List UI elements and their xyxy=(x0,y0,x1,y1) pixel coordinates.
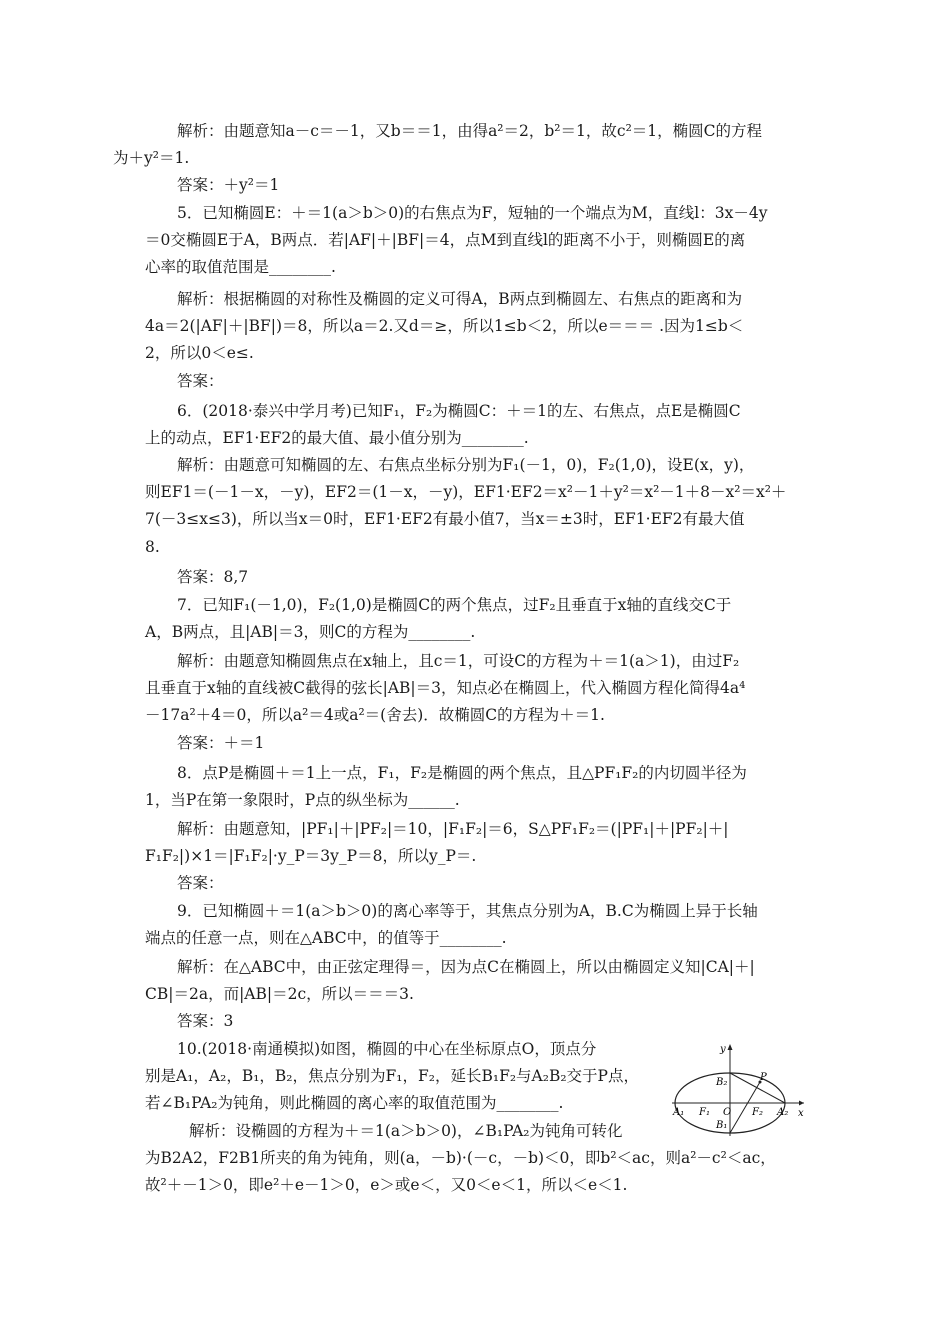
text-line: －17a²＋4＝0，所以a²＝4或a²＝(舍去)．故椭圆C的方程为＋＝1. xyxy=(145,706,605,725)
text-line: 答案： xyxy=(177,372,224,390)
ellipse-figure xyxy=(668,1040,808,1140)
text-line: 2，所以0＜e≤. xyxy=(145,344,254,363)
text-line: 7．已知F₁(－1,0)，F₂(1,0)是椭圆C的两个焦点，过F₂且垂直于x轴的直线交C于 xyxy=(177,596,732,614)
label-b1: B₁ xyxy=(716,1120,728,1131)
text-line: 8. xyxy=(145,537,160,556)
text-line: 6．(2018·泰兴中学月考)已知F₁，F₂为椭圆C：＋＝1的左、右焦点，点E是椭圆C xyxy=(177,402,741,420)
problem-7 xyxy=(145,592,807,646)
label-a2: A₂ xyxy=(777,1107,789,1118)
text-line: 8．点P是椭圆＋＝1上一点，F₁，F₂是椭圆的两个焦点，且△PF₁F₂的内切圆半径为 xyxy=(177,764,747,782)
text-line: 解析：根据椭圆的对称性及椭圆的定义可得A，B两点到椭圆左、右焦点的距离和为 xyxy=(177,290,743,308)
text-line: 9．已知椭圆＋＝1(a＞b＞0)的离心率等于，其焦点分别为A，B.C为椭圆上异于长轴 xyxy=(177,902,758,920)
text-line: 解析：由题意知，|PF₁|＋|PF₂|＝10，|F₁F₂|＝6，S△PF₁F₂＝(|PF₁|＋|PF₂|＋| xyxy=(177,820,729,838)
text-line: 4a＝2(|AF|＋|BF|)＝8，所以a＝2.又d＝≥，所以1≤b＜2，所以e＝＝＝ .因为1≤b＜ xyxy=(145,317,744,336)
label-f2: F₂ xyxy=(752,1107,763,1118)
text-line: 且垂直于x轴的直线被C截得的弦长|AB|＝3，知点必在椭圆上，代入椭圆方程化简得4a⁴ xyxy=(145,679,746,698)
answer-8 xyxy=(145,870,807,897)
label-o: O xyxy=(723,1107,732,1118)
text-line: 答案：8,7 xyxy=(177,568,249,586)
text-line: 故²＋－1＞0，即e²＋e－1＞0，e＞或e＜，又0＜e＜1，所以＜e＜1. xyxy=(145,1176,628,1195)
label-b2: B₂ xyxy=(716,1077,728,1088)
text-line: 端点的任意一点，则在△ABC中，的值等于________. xyxy=(145,929,507,948)
text-line: 答案：＋y²＝1 xyxy=(177,176,280,194)
y-axis-arrow xyxy=(728,1044,733,1050)
text-line: 解析：由题意知椭圆焦点在x轴上，且c＝1，可设C的方程为＋＝1(a＞1)，由过F₂ xyxy=(177,652,740,670)
answer-5 xyxy=(145,368,807,395)
label-f1: F₁ xyxy=(699,1107,710,1118)
text-line: 解析：设椭圆的方程为＋＝1(a＞b＞0)，∠B₁PA₂为钝角可转化 xyxy=(189,1122,623,1140)
text-line: A，B两点，且|AB|＝3，则C的方程为________. xyxy=(145,623,476,642)
problem-10 xyxy=(145,1036,657,1118)
text-line: CB|＝2a，而|AB|＝2c，所以＝＝＝3. xyxy=(145,985,414,1004)
solution-5 xyxy=(145,286,807,368)
text-line: 答案：3 xyxy=(177,1012,234,1030)
text-line: 则EF1＝(－1－x，－y)，EF2＝(1－x，－y)，EF1·EF2＝x²－1＋y²＝x²－1＋8－x²＝x²＋ xyxy=(145,483,787,502)
label-x: x xyxy=(798,1108,804,1119)
label-p: P xyxy=(760,1072,767,1083)
text-line: 1，当P在第一象限时，P点的纵坐标为______. xyxy=(145,791,460,810)
problem-6 xyxy=(145,398,807,452)
text-line: 解析：由题意知a－c＝－1，又b＝＝1，由得a²＝2，b²＝1，故c²＝1，椭圆C的方程 xyxy=(177,122,762,140)
text-line: 上的动点，EF1·EF2的最大值、最小值分别为________. xyxy=(145,429,529,448)
label-y: y xyxy=(720,1044,726,1055)
problem-9 xyxy=(145,898,807,952)
answer-7 xyxy=(145,730,807,757)
text-line: 5．已知椭圆E：＋＝1(a＞b＞0)的右焦点为F，短轴的一个端点为M，直线l：3x－4y xyxy=(177,204,768,222)
text-line: 解析：由题意可知椭圆的左、右焦点坐标分别为F₁(－1，0)，F₂(1,0)，设E(x，y)， xyxy=(177,456,755,474)
label-a1: A₁ xyxy=(673,1107,685,1118)
problem-8 xyxy=(145,760,807,814)
solution-7 xyxy=(145,648,807,730)
text-line: 心率的取值范围是________. xyxy=(145,258,336,277)
x-axis-arrow xyxy=(799,1101,804,1106)
solution-8 xyxy=(145,816,807,870)
text-line: 答案： xyxy=(177,874,224,892)
text-line: 10.(2018·南通模拟)如图，椭圆的中心在坐标原点O，顶点分 xyxy=(177,1040,597,1058)
solution-9 xyxy=(145,954,807,1008)
text-line: 若∠B₁PA₂为钝角，则此椭圆的离心率的取值范围为________. xyxy=(145,1094,564,1113)
text-line: 解析：在△ABC中，由正弦定理得＝，因为点C在椭圆上，所以由椭圆定义知|CA|＋| xyxy=(177,958,755,976)
text-line: 别是A₁，A₂，B₁，B₂，焦点分别为F₁，F₂，延长B₁F₂与A₂B₂交于P点， xyxy=(145,1067,639,1086)
solution-6 xyxy=(145,452,807,561)
text-line: F₁F₂|)×1＝|F₁F₂|·y_P＝3y_P＝8，所以y_P＝. xyxy=(145,847,477,866)
answer-4 xyxy=(145,172,807,199)
text-line: 7(－3≤x≤3)，所以当x＝0时，EF1·EF2有最小值7，当x＝±3时，EF1·EF2有最大值 xyxy=(145,510,745,529)
text-line: 为＋y²＝1. xyxy=(113,149,190,168)
text-line: 为B2A2，F2B1所夹的角为钝角，则(a，－b)·(－c，－b)＜0，即b²＜ac，则a²－c²＜ac， xyxy=(145,1149,776,1168)
text-line: 答案：＋＝1 xyxy=(177,734,265,752)
text-line: ＝0交椭圆E于A，B两点．若|AF|＋|BF|＝4，点M到直线l的距离不小于，则椭圆E的离 xyxy=(145,231,746,250)
answer-9 xyxy=(145,1008,807,1035)
solution-4 xyxy=(113,118,807,172)
problem-5 xyxy=(145,200,807,282)
answer-6 xyxy=(145,564,807,591)
